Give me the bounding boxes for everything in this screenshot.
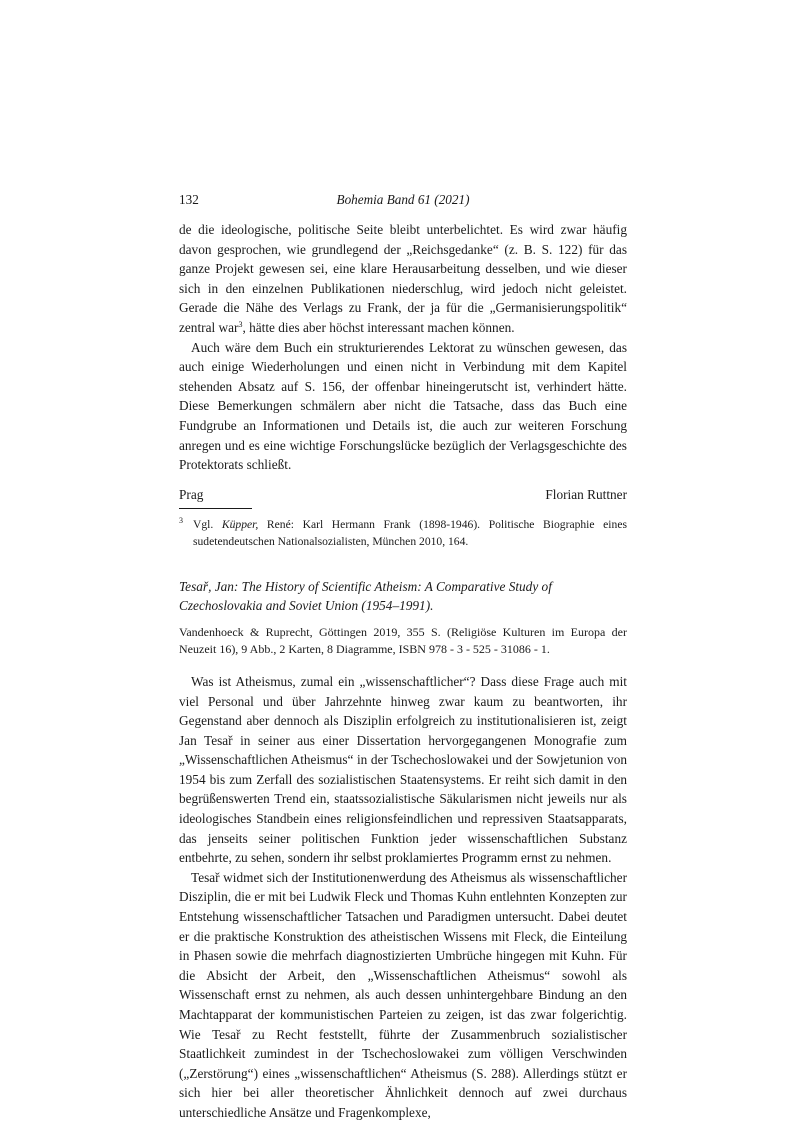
running-title: Bohemia Band 61 (2021) <box>336 192 470 207</box>
footnote-rule <box>179 508 252 509</box>
previous-review-paragraph: Auch wäre dem Buch ein strukturierendes Lektorat zu wünschen gewesen, das auch einige Wiederholungen und einen nicht in Verbindung mit dem Kapitel stehenden Absatz auf S. 156, der offenbar hineingerutscht ist, verhindert hätte. Diese Bemerkungen schmälern aber nicht die Tatsache, dass das Buch eine Fundgrube an Informationen und Details ist, die auch zur weiteren Forschung anregen und es eine wichtige Forschungslücke bezüglich der Verlagsgeschichte des Protektorats schließt. <box>179 339 627 473</box>
footnote-reference: 3 <box>238 319 243 329</box>
footnote <box>179 516 627 550</box>
review-paragraph: Tesař widmet sich der Institutionenwerdung des Atheismus als wissenschaftlicher Disziplin, die er mit bei Ludwik Fleck und Thomas Kuhn entlehnten Konzepten zur Entstehung wissenschaftlicher Tatsachen und Paradigmen untersucht. Dabei deutet er die praktische Konstruktion des atheistischen Wissens mit Fleck, die Einteilung in Phasen sowie die mehrfach diagnostizierten Umbrüche hingegen mit Kuhn. Für die Absicht der Arbeit, den „Wissenschaftlichen Atheismus“ sowohl als Wissenschaft ernst zu nehmen, als auch dessen unhintergehbare Bindung an den Machtapparat der kommunistischen Parteien zu zeigen, ist das zwar folgerichtig. Wie Tesař zu Recht feststellt, führte der Zusammenbruch sozialistischer Staatlichkeit zumindest in der Tschechoslowakei zum völligen Verschwinden („Zerstörung“) eines „wissenschaftlichen“ Atheismus (S. 288). Allerdings stützt er sich hier bei aller theoretischer Ähnlichkeit dennoch auf zwei durchaus unterschiedliche Ansätze und Fragenkomplexe, <box>179 869 627 1120</box>
paragraph-text: , hätte dies aber höchst interessant machen können. <box>242 319 515 335</box>
page-body <box>179 220 627 1123</box>
review-book-title: Tesař, Jan: The History of Scientific Atheism: A Comparative Study of Czechoslovakia and Soviet Union (1954–1991). <box>179 578 552 614</box>
signature-place: Prag <box>179 486 204 502</box>
signature-reviewer: Florian Ruttner <box>545 486 627 502</box>
footnote-text: René: Karl Hermann Frank (1898-1946). Politische Biographie eines sudetendeutschen Nationalsozialisten, München 2010, 164. <box>193 517 627 548</box>
paragraph-text: de die ideologische, politische Seite bleibt unterbelichtet. Es wird zwar häufig davon gesprochen, wie grundlegend der „Reichsgedanke“ (z. B. S. 122) für das ganze Projekt gewesen sei, eine klare Herausarbeitung desselben, und wie dieser sich in den einzelnen Publikationen niederschlug, wird jedoch nicht geleistet. Gerade die Nähe des Verlags zu Frank, der ja für die „Germanisierungspolitik“ zentral war <box>179 222 627 335</box>
footnote-author: Küpper, <box>221 517 259 531</box>
review-publication-details: Vandenhoeck & Ruprecht, Göttingen 2019, 355 S. (Religiöse Kulturen im Europa der Neuzeit 16), 9 Abb., 2 Karten, 8 Diagramme, ISBN 978 - 3 - 525 - 31086 - 1. <box>179 624 627 656</box>
review-signature <box>179 485 627 505</box>
footnote-number: 3 <box>179 515 183 525</box>
footnote-prefix: Vgl. <box>193 517 222 531</box>
review-body <box>179 672 627 1123</box>
page-number: 132 <box>179 192 199 207</box>
review-paragraph: Was ist Atheismus, zumal ein „wissenschaftlicher“? Dass diese Frage auch mit viel Personal und über Jahrzehnte hinweg zwar kaum zu beantworten, ihr Gegenstand aber dennoch als Disziplin erfolgreich zu institutionalisieren ist, zeigt Jan Tesař in seiner aus einer Dissertation hervorgegangenen Monografie zum „Wissenschaftlichen Atheismus“ in der Tschechoslowakei und der Sowjetunion von 1954 bis zum Zerfall des sozialistischen Staatensystems. Er reiht sich damit in den begrüßenswerten Trend ein, staatssozialistische Säkularismen nicht jeweils nur als ideologisches Standbein eines religionsfeindlichen und repressiven Staatsapparats, das jenseits seiner politischen Funktion jeder wissenschaftlichen Substanz entbehrte, zu sehen, sondern ihr selbst proklamiertes Programm ernst zu nehmen. <box>179 673 627 866</box>
previous-review-paragraph <box>179 220 627 338</box>
